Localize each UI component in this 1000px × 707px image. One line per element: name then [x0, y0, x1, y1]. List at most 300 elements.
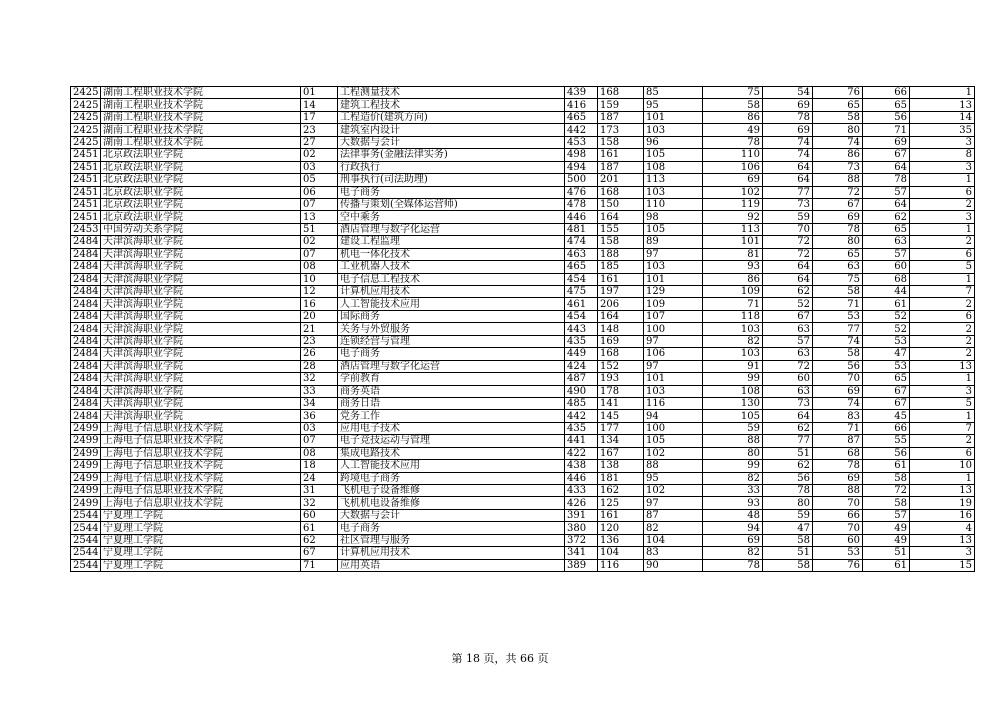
school-name-cell: 天津滨海职业学院: [101, 286, 301, 298]
rank-cell: 13: [910, 534, 975, 546]
school-code-cell: 2451: [71, 211, 101, 223]
school-name-cell: 湖南工程职业技术学院: [101, 111, 301, 123]
school-code-cell: 2484: [71, 373, 101, 385]
score-f-cell: 52: [863, 323, 910, 335]
score-a-cell: 177: [598, 422, 644, 434]
total-score-cell: 426: [565, 497, 598, 509]
total-score-cell: 441: [565, 435, 598, 447]
score-d-cell: 64: [763, 161, 813, 173]
table-row: [71, 161, 975, 173]
score-c-cell: 75: [703, 87, 763, 99]
table-row: [71, 174, 975, 186]
school-name-cell: 北京政法职业学院: [101, 161, 301, 173]
score-c-cell: 106: [703, 161, 763, 173]
table-row: [71, 547, 975, 559]
score-d-cell: 67: [763, 310, 813, 322]
total-score-cell: 446: [565, 211, 598, 223]
score-f-cell: 71: [863, 124, 910, 136]
score-c-cell: 109: [703, 286, 763, 298]
school-name-cell: 湖南工程职业技术学院: [101, 136, 301, 148]
total-score-cell: 442: [565, 410, 598, 422]
table-row: [71, 447, 975, 459]
score-f-cell: 78: [863, 174, 910, 186]
score-b-cell: 85: [644, 87, 703, 99]
school-code-cell: 2453: [71, 223, 101, 235]
major-code-cell: 13: [301, 211, 338, 223]
score-a-cell: 164: [598, 310, 644, 322]
score-a-cell: 185: [598, 261, 644, 273]
total-score-cell: 372: [565, 534, 598, 546]
score-c-cell: 105: [703, 410, 763, 422]
score-b-cell: 97: [644, 335, 703, 347]
score-b-cell: 129: [644, 286, 703, 298]
score-d-cell: 78: [763, 485, 813, 497]
score-d-cell: 62: [763, 286, 813, 298]
school-name-cell: 宁夏理工学院: [101, 559, 301, 571]
score-a-cell: 125: [598, 497, 644, 509]
score-a-cell: 134: [598, 435, 644, 447]
score-e-cell: 78: [813, 460, 863, 472]
score-b-cell: 116: [644, 397, 703, 409]
rank-cell: 13: [910, 485, 975, 497]
school-name-cell: 宁夏理工学院: [101, 534, 301, 546]
major-code-cell: 27: [301, 136, 338, 148]
score-f-cell: 58: [863, 497, 910, 509]
rank-cell: 1: [910, 472, 975, 484]
major-name-cell: 刑事执行(司法助理): [338, 174, 565, 186]
total-score-cell: 341: [565, 547, 598, 559]
school-code-cell: 2499: [71, 472, 101, 484]
rank-cell: 15: [910, 559, 975, 571]
major-code-cell: 08: [301, 261, 338, 273]
score-a-cell: 201: [598, 174, 644, 186]
major-code-cell: 60: [301, 509, 338, 521]
school-code-cell: 2484: [71, 410, 101, 422]
school-name-cell: 北京政法职业学院: [101, 149, 301, 161]
school-name-cell: 宁夏理工学院: [101, 547, 301, 559]
score-f-cell: 65: [863, 373, 910, 385]
major-code-cell: 08: [301, 447, 338, 459]
major-code-cell: 07: [301, 435, 338, 447]
score-e-cell: 88: [813, 174, 863, 186]
score-e-cell: 70: [813, 373, 863, 385]
score-e-cell: 66: [813, 509, 863, 521]
score-f-cell: 55: [863, 435, 910, 447]
school-name-cell: 天津滨海职业学院: [101, 360, 301, 372]
score-e-cell: 74: [813, 335, 863, 347]
total-score-cell: 478: [565, 198, 598, 210]
major-code-cell: 34: [301, 397, 338, 409]
rank-cell: 10: [910, 460, 975, 472]
major-code-cell: 71: [301, 559, 338, 571]
total-score-cell: 465: [565, 261, 598, 273]
score-d-cell: 77: [763, 435, 813, 447]
table-row: [71, 87, 975, 99]
table-row: [71, 373, 975, 385]
score-c-cell: 93: [703, 261, 763, 273]
total-score-cell: 439: [565, 87, 598, 99]
major-name-cell: 人工智能技术应用: [338, 460, 565, 472]
score-b-cell: 83: [644, 547, 703, 559]
school-name-cell: 北京政法职业学院: [101, 174, 301, 186]
total-score-cell: 474: [565, 236, 598, 248]
score-f-cell: 57: [863, 509, 910, 521]
score-e-cell: 80: [813, 124, 863, 136]
rank-cell: 5: [910, 397, 975, 409]
table-row: [71, 198, 975, 210]
score-a-cell: 158: [598, 236, 644, 248]
table-row: [71, 211, 975, 223]
score-e-cell: 70: [813, 497, 863, 509]
school-name-cell: 上海电子信息职业技术学院: [101, 472, 301, 484]
rank-cell: 2: [910, 236, 975, 248]
school-name-cell: 天津滨海职业学院: [101, 298, 301, 310]
major-name-cell: 大数据与会计: [338, 136, 565, 148]
table-row: [71, 149, 975, 161]
score-a-cell: 164: [598, 211, 644, 223]
rank-cell: 1: [910, 174, 975, 186]
major-code-cell: 01: [301, 87, 338, 99]
score-b-cell: 101: [644, 273, 703, 285]
total-score-cell: 380: [565, 522, 598, 534]
score-f-cell: 62: [863, 211, 910, 223]
score-b-cell: 95: [644, 99, 703, 111]
school-code-cell: 2544: [71, 509, 101, 521]
table-row: [71, 348, 975, 360]
score-f-cell: 57: [863, 186, 910, 198]
total-score-cell: 453: [565, 136, 598, 148]
school-code-cell: 2425: [71, 136, 101, 148]
score-b-cell: 113: [644, 174, 703, 186]
rank-cell: 2: [910, 198, 975, 210]
total-score-cell: 438: [565, 460, 598, 472]
rank-cell: 14: [910, 111, 975, 123]
score-d-cell: 70: [763, 223, 813, 235]
score-f-cell: 61: [863, 298, 910, 310]
school-code-cell: 2484: [71, 261, 101, 273]
score-b-cell: 103: [644, 124, 703, 136]
rank-cell: 3: [910, 161, 975, 173]
major-name-cell: 建筑室内设计: [338, 124, 565, 136]
major-code-cell: 20: [301, 310, 338, 322]
total-score-cell: 391: [565, 509, 598, 521]
rank-cell: 1: [910, 410, 975, 422]
total-score-cell: 485: [565, 397, 598, 409]
score-f-cell: 64: [863, 198, 910, 210]
school-code-cell: 2451: [71, 174, 101, 186]
score-e-cell: 65: [813, 99, 863, 111]
score-f-cell: 67: [863, 385, 910, 397]
score-c-cell: 119: [703, 198, 763, 210]
school-code-cell: 2544: [71, 534, 101, 546]
school-name-cell: 北京政法职业学院: [101, 211, 301, 223]
score-b-cell: 105: [644, 149, 703, 161]
major-name-cell: 集成电路技术: [338, 447, 565, 459]
school-name-cell: 湖南工程职业技术学院: [101, 99, 301, 111]
total-score-cell: 475: [565, 286, 598, 298]
table-row: [71, 136, 975, 148]
table-row: [71, 460, 975, 472]
score-e-cell: 65: [813, 248, 863, 260]
score-c-cell: 93: [703, 497, 763, 509]
major-name-cell: 应用电子技术: [338, 422, 565, 434]
school-name-cell: 天津滨海职业学院: [101, 323, 301, 335]
score-a-cell: 188: [598, 248, 644, 260]
major-code-cell: 05: [301, 174, 338, 186]
score-d-cell: 51: [763, 447, 813, 459]
major-name-cell: 计算机应用技术: [338, 286, 565, 298]
score-b-cell: 82: [644, 522, 703, 534]
rank-cell: 7: [910, 422, 975, 434]
school-name-cell: 宁夏理工学院: [101, 509, 301, 521]
score-d-cell: 64: [763, 261, 813, 273]
major-name-cell: 学前教育: [338, 373, 565, 385]
score-e-cell: 88: [813, 485, 863, 497]
school-code-cell: 2484: [71, 348, 101, 360]
major-name-cell: 国际商务: [338, 310, 565, 322]
score-c-cell: 78: [703, 559, 763, 571]
score-a-cell: 159: [598, 99, 644, 111]
school-code-cell: 2484: [71, 323, 101, 335]
school-code-cell: 2484: [71, 385, 101, 397]
score-e-cell: 75: [813, 273, 863, 285]
score-e-cell: 67: [813, 198, 863, 210]
score-f-cell: 44: [863, 286, 910, 298]
score-f-cell: 47: [863, 348, 910, 360]
major-name-cell: 飞机电子设备维修: [338, 485, 565, 497]
major-name-cell: 工程测量技术: [338, 87, 565, 99]
table-row: [71, 286, 975, 298]
rank-cell: 1: [910, 223, 975, 235]
score-b-cell: 100: [644, 323, 703, 335]
score-c-cell: 49: [703, 124, 763, 136]
school-name-cell: 天津滨海职业学院: [101, 236, 301, 248]
score-d-cell: 57: [763, 335, 813, 347]
table-row: [71, 261, 975, 273]
score-a-cell: 155: [598, 223, 644, 235]
school-code-cell: 2484: [71, 236, 101, 248]
score-f-cell: 60: [863, 261, 910, 273]
score-d-cell: 80: [763, 497, 813, 509]
school-code-cell: 2499: [71, 435, 101, 447]
score-e-cell: 70: [813, 522, 863, 534]
school-name-cell: 中国劳动关系学院: [101, 223, 301, 235]
score-f-cell: 49: [863, 534, 910, 546]
major-code-cell: 23: [301, 335, 338, 347]
school-name-cell: 上海电子信息职业技术学院: [101, 447, 301, 459]
score-c-cell: 92: [703, 211, 763, 223]
school-name-cell: 天津滨海职业学院: [101, 348, 301, 360]
school-code-cell: 2544: [71, 547, 101, 559]
school-code-cell: 2425: [71, 99, 101, 111]
total-score-cell: 476: [565, 186, 598, 198]
score-b-cell: 97: [644, 360, 703, 372]
score-c-cell: 78: [703, 136, 763, 148]
rank-cell: 2: [910, 435, 975, 447]
rank-cell: 6: [910, 310, 975, 322]
rank-cell: 3: [910, 136, 975, 148]
score-a-cell: 173: [598, 124, 644, 136]
major-name-cell: 酒店管理与数字化运营: [338, 223, 565, 235]
score-f-cell: 65: [863, 99, 910, 111]
major-name-cell: 工业机器人技术: [338, 261, 565, 273]
major-name-cell: 党务工作: [338, 410, 565, 422]
score-d-cell: 64: [763, 174, 813, 186]
score-f-cell: 63: [863, 236, 910, 248]
table-row: [71, 385, 975, 397]
score-a-cell: 161: [598, 149, 644, 161]
score-b-cell: 102: [644, 485, 703, 497]
score-f-cell: 56: [863, 111, 910, 123]
school-code-cell: 2484: [71, 310, 101, 322]
major-code-cell: 10: [301, 273, 338, 285]
score-e-cell: 72: [813, 186, 863, 198]
rank-cell: 13: [910, 360, 975, 372]
score-f-cell: 66: [863, 87, 910, 99]
school-code-cell: 2425: [71, 124, 101, 136]
score-e-cell: 69: [813, 472, 863, 484]
total-score-cell: 487: [565, 373, 598, 385]
score-e-cell: 63: [813, 261, 863, 273]
score-b-cell: 101: [644, 373, 703, 385]
total-score-cell: 389: [565, 559, 598, 571]
score-c-cell: 108: [703, 385, 763, 397]
score-c-cell: 101: [703, 236, 763, 248]
table-row: [71, 397, 975, 409]
score-e-cell: 58: [813, 348, 863, 360]
table-row: [71, 472, 975, 484]
score-d-cell: 47: [763, 522, 813, 534]
major-code-cell: 51: [301, 223, 338, 235]
score-a-cell: 168: [598, 87, 644, 99]
score-d-cell: 58: [763, 534, 813, 546]
table-row: [71, 410, 975, 422]
score-d-cell: 60: [763, 373, 813, 385]
rank-cell: 5: [910, 261, 975, 273]
table-row: [71, 509, 975, 521]
score-f-cell: 53: [863, 335, 910, 347]
score-d-cell: 64: [763, 410, 813, 422]
major-code-cell: 16: [301, 298, 338, 310]
school-name-cell: 天津滨海职业学院: [101, 373, 301, 385]
score-c-cell: 110: [703, 149, 763, 161]
score-c-cell: 48: [703, 509, 763, 521]
major-code-cell: 67: [301, 547, 338, 559]
rank-cell: 1: [910, 87, 975, 99]
score-e-cell: 58: [813, 111, 863, 123]
major-name-cell: 机电一体化技术: [338, 248, 565, 260]
school-code-cell: 2484: [71, 335, 101, 347]
score-b-cell: 96: [644, 136, 703, 148]
major-name-cell: 电子竞技运动与管理: [338, 435, 565, 447]
score-b-cell: 106: [644, 348, 703, 360]
score-e-cell: 53: [813, 547, 863, 559]
score-a-cell: 167: [598, 447, 644, 459]
score-f-cell: 67: [863, 397, 910, 409]
score-e-cell: 71: [813, 422, 863, 434]
score-f-cell: 61: [863, 559, 910, 571]
score-e-cell: 83: [813, 410, 863, 422]
score-c-cell: 82: [703, 472, 763, 484]
score-d-cell: 69: [763, 99, 813, 111]
school-code-cell: 2425: [71, 111, 101, 123]
table-row: [71, 360, 975, 372]
score-b-cell: 101: [644, 111, 703, 123]
major-code-cell: 26: [301, 348, 338, 360]
score-e-cell: 78: [813, 223, 863, 235]
score-d-cell: 69: [763, 124, 813, 136]
score-b-cell: 110: [644, 198, 703, 210]
major-code-cell: 23: [301, 124, 338, 136]
score-b-cell: 97: [644, 497, 703, 509]
table-row: [71, 99, 975, 111]
score-b-cell: 88: [644, 460, 703, 472]
score-f-cell: 69: [863, 136, 910, 148]
major-name-cell: 空中乘务: [338, 211, 565, 223]
score-a-cell: 161: [598, 273, 644, 285]
major-name-cell: 电子商务: [338, 186, 565, 198]
score-f-cell: 49: [863, 522, 910, 534]
score-d-cell: 58: [763, 559, 813, 571]
school-name-cell: 天津滨海职业学院: [101, 310, 301, 322]
score-a-cell: 169: [598, 335, 644, 347]
school-code-cell: 2499: [71, 485, 101, 497]
school-code-cell: 2484: [71, 360, 101, 372]
total-score-cell: 416: [565, 99, 598, 111]
score-d-cell: 73: [763, 198, 813, 210]
score-b-cell: 95: [644, 472, 703, 484]
school-name-cell: 天津滨海职业学院: [101, 410, 301, 422]
table-row: [71, 323, 975, 335]
major-name-cell: 电子信息工程技术: [338, 273, 565, 285]
score-c-cell: 130: [703, 397, 763, 409]
total-score-cell: 498: [565, 149, 598, 161]
major-name-cell: 商务英语: [338, 385, 565, 397]
rank-cell: 2: [910, 323, 975, 335]
score-e-cell: 69: [813, 211, 863, 223]
score-f-cell: 67: [863, 149, 910, 161]
score-c-cell: 88: [703, 435, 763, 447]
major-name-cell: 应用英语: [338, 559, 565, 571]
total-score-cell: 500: [565, 174, 598, 186]
score-d-cell: 64: [763, 273, 813, 285]
score-e-cell: 56: [813, 360, 863, 372]
major-name-cell: 连锁经营与管理: [338, 335, 565, 347]
score-table: [70, 86, 975, 572]
major-name-cell: 关务与外贸服务: [338, 323, 565, 335]
score-f-cell: 68: [863, 273, 910, 285]
rank-cell: 2: [910, 335, 975, 347]
major-code-cell: 07: [301, 198, 338, 210]
score-c-cell: 71: [703, 298, 763, 310]
score-e-cell: 60: [813, 534, 863, 546]
school-name-cell: 湖南工程职业技术学院: [101, 124, 301, 136]
score-c-cell: 99: [703, 373, 763, 385]
score-e-cell: 73: [813, 161, 863, 173]
score-a-cell: 181: [598, 472, 644, 484]
score-f-cell: 72: [863, 485, 910, 497]
school-code-cell: 2484: [71, 273, 101, 285]
major-code-cell: 14: [301, 99, 338, 111]
score-d-cell: 56: [763, 472, 813, 484]
score-c-cell: 94: [703, 522, 763, 534]
rank-cell: 2: [910, 348, 975, 360]
school-name-cell: 天津滨海职业学院: [101, 273, 301, 285]
score-a-cell: 193: [598, 373, 644, 385]
score-f-cell: 61: [863, 460, 910, 472]
rank-cell: 2: [910, 298, 975, 310]
score-d-cell: 59: [763, 211, 813, 223]
